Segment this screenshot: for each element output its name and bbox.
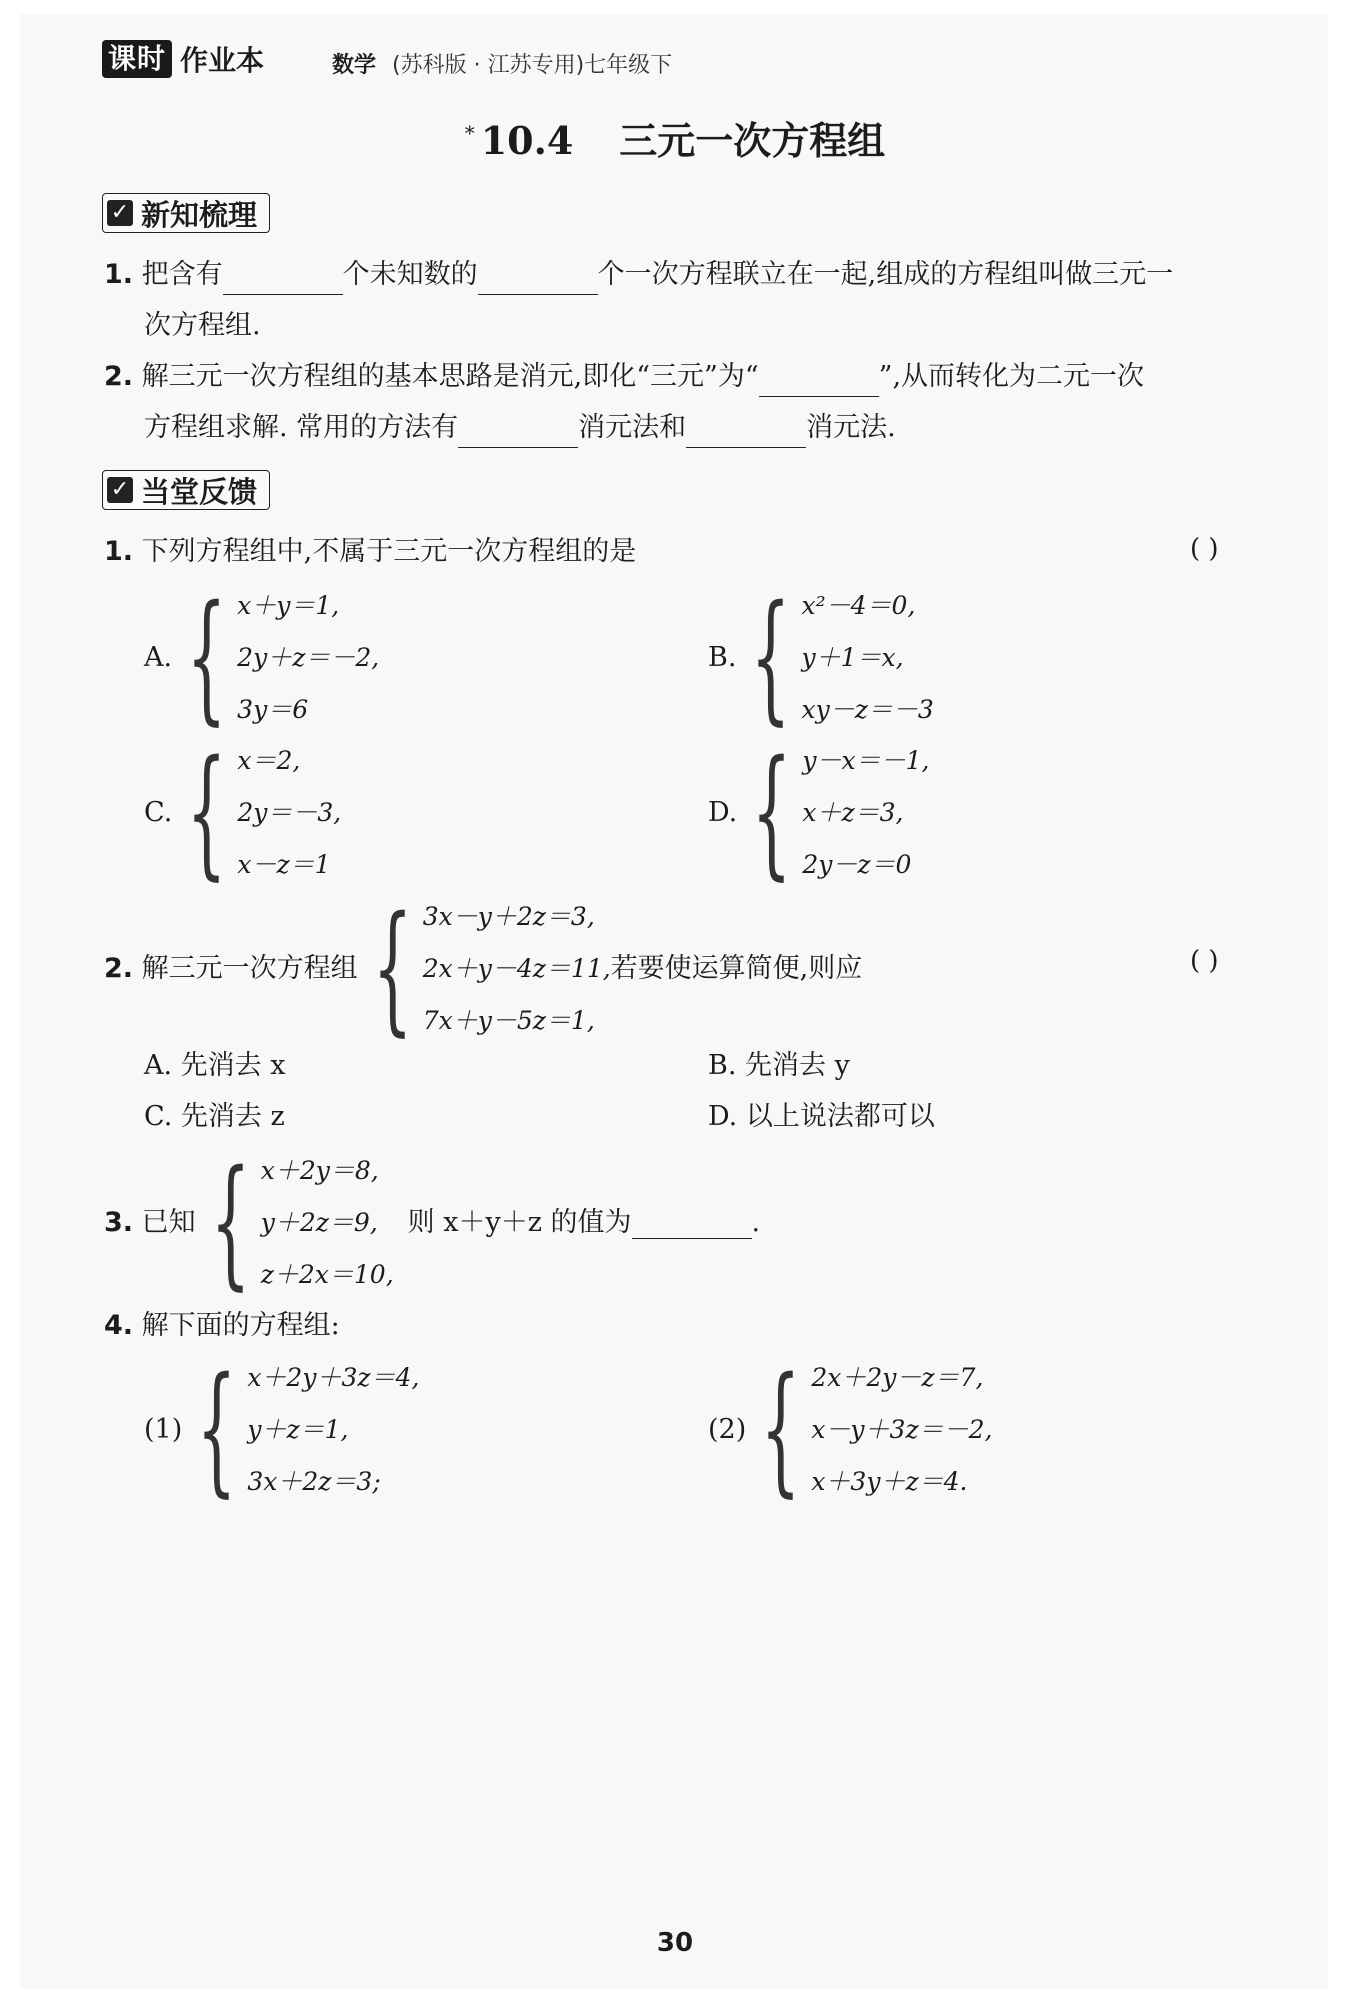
text: ”,从而转化为二元一次 (878, 361, 1145, 392)
equation: z＋2x＝10, (260, 1260, 394, 1289)
part-label: (2) (708, 1414, 747, 1445)
brace-icon: { (751, 731, 792, 894)
question-prefix (104, 949, 358, 989)
q4-part-2 (708, 1348, 993, 1511)
brace-icon: { (186, 731, 227, 894)
question-prefix (104, 1203, 196, 1243)
section-new-knowledge (102, 193, 270, 233)
page-title (0, 110, 1350, 165)
question-number: 1. (104, 259, 134, 290)
knowledge-q2-line1 (104, 357, 1144, 397)
equation: 3x＋2z＝3; (247, 1467, 381, 1496)
section-number: 10.4 (480, 118, 574, 163)
equation: 3y＝6 (237, 695, 309, 724)
knowledge-q2-line2 (144, 408, 896, 448)
answer-blank[interactable] (632, 1208, 752, 1239)
text: 消元法. (806, 412, 896, 443)
text: 解三元一次方程组的基本思路是消元,即化“三元”为“ (141, 361, 759, 392)
option-d[interactable] (708, 731, 930, 894)
answer-blank[interactable] (478, 264, 598, 295)
equation-system (237, 580, 379, 736)
checkbox-icon: ✓ (107, 200, 133, 226)
text: 个一次方程联立在一起,组成的方程组叫做三元一 (597, 259, 1174, 290)
brace-icon: { (372, 887, 413, 1050)
question-number: 2. (104, 361, 134, 392)
logo-mark: 课时 (102, 40, 172, 78)
page-number: 30 (656, 1928, 694, 1958)
option-label: D. (708, 797, 738, 828)
question-number: 1. (104, 536, 134, 567)
text: 下列方程组中,不属于三元一次方程组的是 (141, 536, 637, 567)
option-a[interactable] (144, 576, 380, 739)
answer-paren[interactable]: ( ) (1190, 946, 1219, 976)
feedback-q2-stem (104, 887, 863, 1050)
equation: y＋1＝x, (801, 643, 904, 672)
question-number: 2. (104, 953, 134, 984)
section-feedback (102, 470, 270, 510)
answer-blank[interactable] (458, 417, 578, 448)
equation: 2x＋y－4z＝11, (422, 954, 611, 983)
feedback-q3 (104, 1141, 761, 1304)
equation: x＋z＝3, (802, 798, 904, 827)
book-name: 作业本 (180, 44, 265, 77)
text: 解下面的方程组: (141, 1310, 340, 1341)
text: 已知 (141, 1207, 196, 1238)
header-edition: (苏科版 · 江苏专用)七年级下 (392, 53, 673, 78)
book-logo (102, 40, 264, 78)
brace-icon: { (760, 1348, 801, 1511)
equation: x＋3y＋z＝4. (811, 1467, 968, 1496)
equation: 7x＋y－5z＝1, (422, 1006, 595, 1035)
answer-blank[interactable] (223, 264, 343, 295)
checkbox-icon: ✓ (107, 477, 133, 503)
knowledge-q1-line1 (104, 255, 1173, 295)
text: 若要使运算简便,则应 (610, 953, 863, 984)
brace-icon: { (750, 576, 792, 739)
knowledge-q1-line2: 次方程组. (144, 310, 261, 341)
text: . (751, 1207, 761, 1238)
option-c[interactable] (144, 731, 342, 894)
feedback-q4-stem (104, 1306, 340, 1346)
equation: x－z＝1 (237, 850, 331, 879)
q4-part-1 (144, 1348, 420, 1511)
equation: x²－4＝0, (801, 591, 916, 620)
option-label: B. (708, 642, 737, 673)
equation-system (237, 735, 341, 891)
equation: y－x＝－1, (802, 746, 930, 775)
equation-system (802, 735, 929, 891)
header-subject: 数学 (332, 53, 377, 78)
brace-icon: { (196, 1348, 237, 1511)
equation: y＋2z＝9, (260, 1208, 378, 1237)
option-a[interactable]: A. 先消去 x (144, 1050, 286, 1081)
question-number: 4. (104, 1310, 134, 1341)
optional-star: * (464, 121, 475, 145)
equation: 3x－y＋2z＝3, (422, 902, 595, 931)
option-label: A. (144, 642, 173, 673)
question-number: 3. (104, 1207, 134, 1238)
feedback-q1-stem (104, 532, 636, 572)
equation: x＋2y＋3z＝4, (247, 1363, 420, 1392)
text: 把含有 (141, 259, 223, 290)
equation: x＝2, (237, 746, 301, 775)
equation-system (811, 1352, 992, 1508)
text: 个未知数的 (342, 259, 478, 290)
section-label: 新知梳理 (141, 197, 258, 232)
answer-blank[interactable] (759, 366, 879, 397)
equation: x＋2y＝8, (260, 1156, 379, 1185)
section-title: 三元一次方程组 (619, 118, 886, 163)
equation: y＋z＝1, (247, 1415, 349, 1444)
option-b[interactable]: B. 先消去 y (708, 1050, 850, 1081)
equation: 2y＝－3, (237, 798, 342, 827)
section-label: 当堂反馈 (141, 474, 258, 509)
equation-system (802, 580, 934, 736)
text: 解三元一次方程组 (141, 953, 358, 984)
text: 方程组求解. 常用的方法有 (144, 412, 459, 443)
brace-icon: { (186, 576, 227, 739)
answer-paren[interactable]: ( ) (1190, 534, 1219, 564)
option-label: C. (144, 797, 173, 828)
option-d[interactable]: D. 以上说法都可以 (708, 1101, 935, 1132)
equation: 2y＋z＝－2, (237, 643, 380, 672)
equation: xy－z＝－3 (801, 695, 934, 724)
equation: 2y－z＝0 (802, 850, 912, 879)
equation: 2x＋2y－z＝7, (811, 1363, 984, 1392)
brace-icon: { (210, 1141, 251, 1304)
equation-system (247, 1352, 419, 1508)
equation: x－y＋3z＝－2, (811, 1415, 993, 1444)
text: 消元法和 (578, 412, 687, 443)
answer-blank[interactable] (686, 417, 806, 448)
equation: x＋y＝1, (237, 591, 340, 620)
text: 则 x＋y＋z 的值为 (407, 1207, 632, 1238)
part-label: (1) (144, 1414, 183, 1445)
equation-system (423, 891, 611, 1047)
option-c[interactable]: C. 先消去 z (144, 1101, 285, 1132)
equation-system (261, 1145, 394, 1301)
option-b[interactable] (708, 576, 934, 739)
